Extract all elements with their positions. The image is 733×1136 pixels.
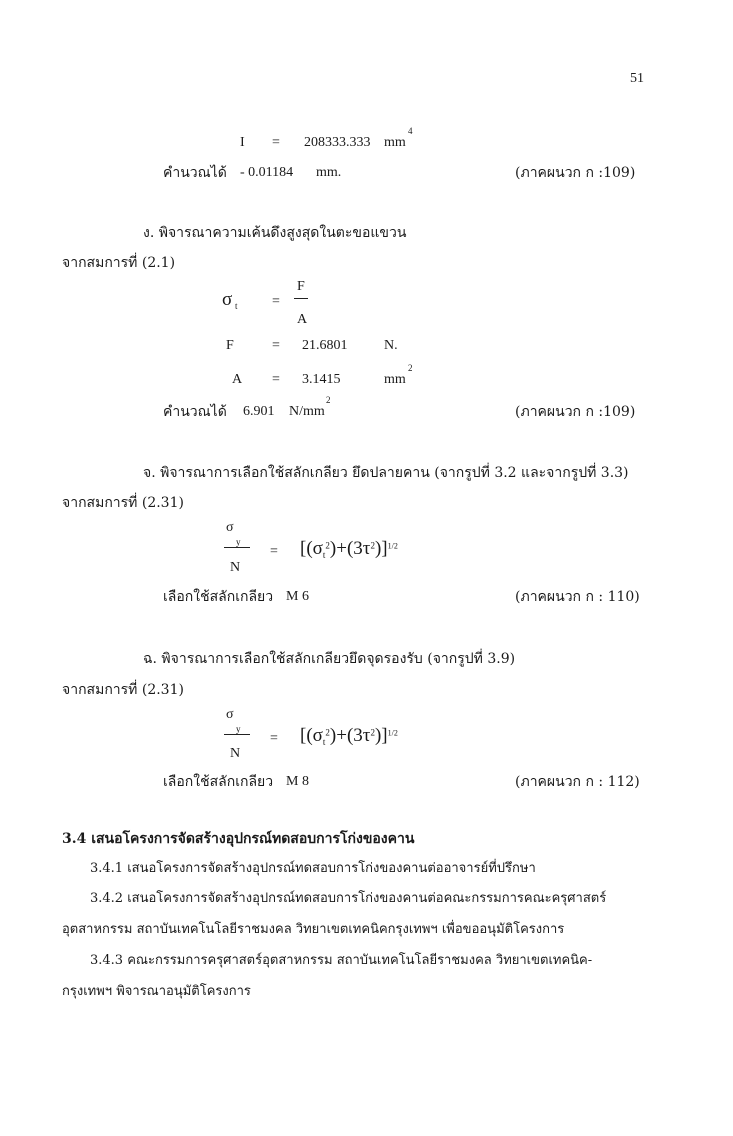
calc-label: คำนวณได้ [163, 404, 227, 420]
paragraph-3-4-3-line1: 3.4.3 คณะกรรมการครุศาสตร์อุตสาหกรรม สถาบันเทคโนโลยีราชมงคล วิทยาเขตเทคนิค- [90, 953, 593, 968]
fraction-denominator: N [230, 560, 241, 575]
rhs-sup: 2 [325, 540, 330, 551]
F-value: 21.6801 [302, 338, 348, 353]
calc-label: คำนวณได้ [163, 165, 227, 181]
rhs-sub: t [322, 736, 326, 747]
fraction-denominator: N [230, 746, 241, 761]
page-number: 51 [630, 71, 644, 86]
rhs-sup2: 2 [370, 727, 375, 738]
rhs-close: )] [374, 725, 388, 746]
fraction-bar [224, 547, 250, 548]
A-unit: mm [384, 372, 406, 387]
rhs-formula [300, 539, 398, 560]
rhs-sup: 2 [325, 727, 330, 738]
A-symbol: A [232, 372, 243, 387]
sigma-subscript: y [236, 724, 241, 734]
calc-unit: mm. [316, 165, 342, 180]
equation-reference: จากสมการที่ (2.31) [62, 495, 184, 511]
fraction-denominator: A [297, 312, 308, 327]
fraction-numerator: F [297, 279, 305, 294]
rhs-sup2: 2 [370, 540, 375, 551]
rhs-formula [300, 726, 398, 747]
I-unit: mm [384, 135, 406, 150]
calc-value: 6.901 [243, 404, 275, 419]
appendix-ref: (ภาคผนวก ก :109) [515, 404, 636, 420]
F-unit: N. [384, 338, 398, 353]
A-value: 3.1415 [302, 372, 341, 387]
rhs-close: )] [374, 538, 388, 559]
rhs-mid: )+(3τ [329, 725, 371, 746]
choose-value: M 6 [286, 589, 309, 604]
sigma-subscript: y [236, 537, 241, 547]
rhs-sub: t [322, 549, 326, 560]
rhs-exp: 1/2 [387, 541, 398, 551]
equals-sign: = [272, 372, 280, 387]
calc-unit: N/mm [289, 404, 325, 419]
I-value: 208333.333 [304, 135, 371, 150]
sigma-symbol: σ [226, 520, 234, 535]
rhs-mid: )+(3τ [329, 538, 371, 559]
appendix-ref: (ภาคผนวก ก : 112) [515, 774, 640, 790]
equals-sign: = [270, 544, 278, 559]
choose-label: เลือกใช้สลักเกลียว [163, 589, 274, 605]
sigma-symbol: σ [222, 289, 233, 310]
calc-exponent: 2 [326, 395, 331, 405]
rhs-open: [(σ [300, 538, 323, 559]
equation-reference: จากสมการที่ (2.1) [62, 255, 176, 271]
A-exponent: 2 [408, 363, 413, 373]
choose-label: เลือกใช้สลักเกลียว [163, 774, 274, 790]
section-title: 3.4 เสนอโครงการจัดสร้างอุปกรณ์ทดสอบการโก่งของคาน [62, 831, 415, 847]
paragraph-3-4-2-line2: อุตสาหกรรม สถาบันเทคโนโลยีราชมงคล วิทยาเขตเทคนิคกรุงเทพฯ เพื่อขออนุมัติโครงการ [62, 922, 565, 937]
fraction-bar [294, 298, 308, 299]
paragraph-3-4-2-line1: 3.4.2 เสนอโครงการจัดสร้างอุปกรณ์ทดสอบการโก่งของคานต่อคณะกรรมการคณะครุศาสตร์ [90, 891, 607, 906]
equation-reference: จากสมการที่ (2.31) [62, 682, 184, 698]
calc-value: - 0.01184 [240, 165, 294, 180]
fraction-bar [224, 734, 250, 735]
appendix-ref: (ภาคผนวก ก :109) [515, 165, 636, 181]
sigma-symbol: σ [226, 707, 234, 722]
equals-sign: = [270, 731, 278, 746]
section-heading: ง. พิจารณาความเค้นดึงสูงสุดในตะขอแขวน [143, 225, 407, 241]
sigma-subscript: t [235, 301, 238, 311]
paragraph-3-4-1: 3.4.1 เสนอโครงการจัดสร้างอุปกรณ์ทดสอบการโก่งของคานต่ออาจารย์ที่ปรึกษา [90, 861, 536, 876]
F-symbol: F [226, 338, 234, 353]
section-heading: จ. พิจารณาการเลือกใช้สลักเกลียว ยึดปลายคาน (จากรูปที่ 3.2 และจากรูปที่ 3.3) [143, 465, 629, 481]
I-symbol: I [240, 135, 245, 150]
section-heading: ฉ. พิจารณาการเลือกใช้สลักเกลียวยึดจุดรองรับ (จากรูปที่ 3.9) [143, 651, 516, 667]
paragraph-3-4-3-line2: กรุงเทพฯ พิจารณาอนุมัติโครงการ [62, 984, 251, 999]
equals-sign: = [272, 135, 280, 150]
equals-sign: = [272, 338, 280, 353]
appendix-ref: (ภาคผนวก ก : 110) [515, 589, 640, 605]
I-exponent: 4 [408, 126, 413, 136]
choose-value: M 8 [286, 774, 309, 789]
rhs-open: [(σ [300, 725, 323, 746]
equals-sign: = [272, 294, 280, 309]
rhs-exp: 1/2 [387, 728, 398, 738]
